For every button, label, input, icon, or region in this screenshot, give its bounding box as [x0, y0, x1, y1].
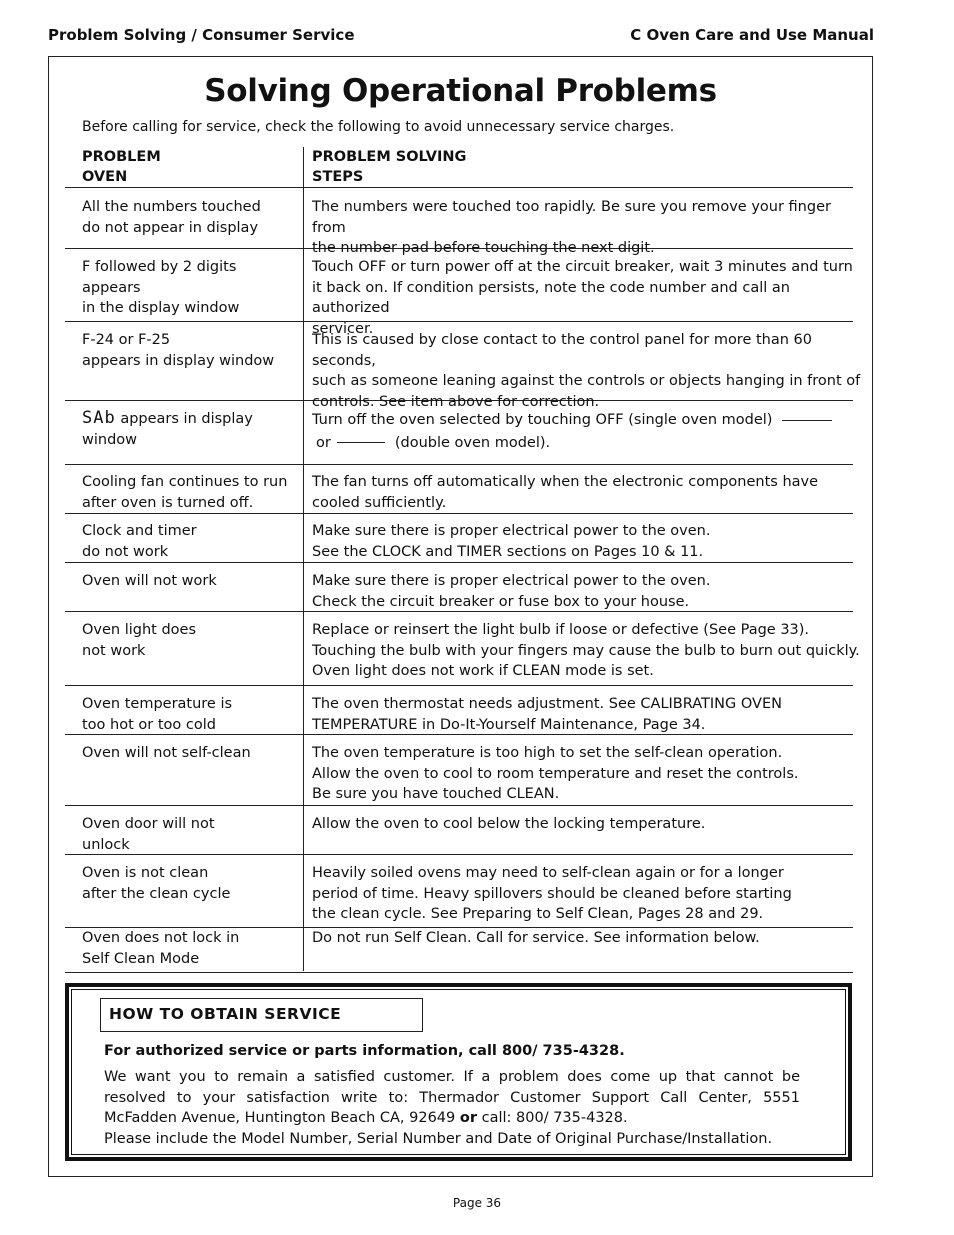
problem-line: not work — [82, 642, 146, 659]
steps-cell — [312, 410, 862, 453]
intro-text: Before calling for service, check the following to avoid unnecessary service charges. — [82, 119, 675, 135]
steps-line: The fan turns off automatically when the electronic components have — [312, 474, 819, 490]
steps-line: (double oven model). — [394, 434, 551, 451]
service-heading: HOW TO OBTAIN SERVICE — [100, 998, 423, 1032]
col1-header-line1: PROBLEM — [82, 149, 161, 165]
steps-cell — [312, 472, 862, 513]
steps-line: period of time. Heavy spillovers should be cleaned before starting — [312, 885, 792, 902]
steps-line: the clean cycle. See Preparing to Self Clean, Pages 28 and 29. — [312, 906, 764, 922]
service-body-text: Please include the Model Number, Serial Number and Date of Original Purchase/Installation. — [104, 1130, 773, 1147]
table-row — [65, 249, 853, 337]
problem-line: unlock — [82, 836, 130, 853]
problem-line: Oven light does — [82, 622, 197, 638]
table-row — [65, 686, 853, 735]
page-title: Solving Operational Problems — [204, 73, 717, 109]
steps-line: Allow the oven to cool to room temperature and reset the controls. — [312, 765, 799, 782]
steps-line: controls. See item above for correction. — [312, 393, 600, 410]
service-body-text: We want you to remain a satisfied customer. If a problem does come up that cannot be resolved to your satisfaction write to: Thermador Customer Support Call Center, 5551 McFadden Avenue, Huntington Beach CA, 92649 — [104, 1069, 800, 1126]
steps-cell — [312, 571, 862, 612]
steps-line: cooled sufficiently. — [312, 494, 447, 511]
col2-header-line1: PROBLEM SOLVING — [312, 149, 467, 165]
problem-line: appears in display window — [82, 352, 275, 369]
steps-line: Touch OFF or turn power off at the circuit breaker, wait 3 minutes and turn — [312, 259, 853, 275]
steps-line: Replace or reinsert the light bulb if loose or defective (See Page 33). — [312, 622, 810, 638]
content-frame — [48, 56, 873, 1177]
problem-line: Oven does not lock in — [82, 930, 240, 946]
steps-line: TEMPERATURE in Do-It-Yourself Maintenance, Page 34. — [312, 716, 706, 733]
steps-cell — [312, 863, 862, 925]
steps-line: See the CLOCK and TIMER sections on Pages 10 & 11. — [312, 543, 704, 560]
problem-table — [65, 147, 861, 967]
steps-cell — [312, 694, 862, 735]
problem-line: Self Clean Mode — [82, 950, 200, 967]
steps-cell — [312, 743, 862, 805]
problem-cell — [82, 330, 297, 371]
table-header — [65, 147, 853, 188]
problem-line: in the display window — [82, 300, 240, 316]
table-row — [65, 514, 853, 563]
table-row — [65, 188, 853, 256]
problem-cell — [82, 743, 297, 764]
service-body-or: or — [459, 1110, 477, 1126]
steps-line: the number pad before touching the next digit. — [312, 240, 655, 256]
steps-line: Heavily soiled ovens may need to self-clean again or for a longer — [312, 865, 784, 881]
problem-cell — [82, 472, 297, 513]
col1-header-line2: OVEN — [82, 169, 128, 185]
steps-line: The oven temperature is too high to set the self-clean operation. — [312, 745, 783, 761]
steps-line: Make sure there is proper electrical power to the oven. — [312, 573, 711, 589]
steps-line: Touching the bulb with your fingers may cause the bulb to burn out quickly. — [312, 642, 860, 659]
steps-line: Oven light does not work if CLEAN mode is set. — [312, 663, 654, 679]
service-box — [65, 983, 852, 1161]
problem-cell — [82, 814, 297, 855]
problem-line: too hot or too cold — [82, 716, 216, 733]
steps-cell — [312, 814, 862, 835]
problem-cell — [82, 257, 297, 319]
problem-cell — [82, 694, 297, 735]
problem-cell — [82, 571, 297, 592]
problem-line: Oven is not clean — [82, 865, 209, 881]
problem-line: after oven is turned off. — [82, 494, 254, 511]
steps-line: such as someone leaning against the controls or objects hanging in front of — [312, 373, 861, 389]
problem-line: Cooling fan continues to run — [82, 474, 288, 490]
steps-line: Check the circuit breaker or fuse box to your house. — [312, 593, 690, 610]
steps-cell — [312, 620, 862, 682]
table-row — [65, 322, 861, 410]
steps-line: This is caused by close contact to the control panel for more than 60 seconds, — [312, 332, 812, 369]
problem-cell — [82, 197, 297, 238]
steps-line: Allow the oven to cool below the locking temperature. — [312, 816, 706, 832]
steps-line: Turn off the oven selected by touching OFF (single oven model) — [312, 412, 773, 428]
table-row — [65, 928, 853, 973]
service-body — [104, 1067, 800, 1149]
table-row — [65, 735, 853, 806]
problem-line: F-24 or F-25 — [82, 332, 171, 348]
steps-line: Do not run Self Clean. Call for service. See information below. — [312, 930, 760, 946]
problem-line: do not work — [82, 543, 169, 560]
col1-header — [82, 147, 282, 187]
table-row — [65, 855, 853, 928]
col2-header-line2: STEPS — [312, 169, 364, 185]
steps-or: or — [316, 434, 331, 451]
problem-line: Oven will not self-clean — [82, 745, 251, 761]
problem-line: Oven will not work — [82, 573, 217, 589]
problem-line: appears in display window — [82, 411, 253, 448]
table-row — [65, 465, 853, 514]
problem-cell — [82, 863, 297, 904]
problem-cell — [82, 408, 297, 450]
steps-line: servicer. — [312, 320, 374, 337]
header-right: C Oven Care and Use Manual — [630, 26, 874, 44]
table-row — [65, 612, 860, 686]
table-row — [65, 563, 853, 612]
steps-line: Make sure there is proper electrical power to the oven. — [312, 523, 711, 539]
display-code: SAb — [82, 408, 116, 428]
steps-cell — [312, 928, 862, 949]
steps-cell — [312, 330, 862, 412]
steps-line: The oven thermostat needs adjustment. See CALIBRATING OVEN — [312, 696, 782, 712]
table-row — [65, 401, 853, 465]
steps-line: it back on. If condition persists, note the code number and call an authorized — [312, 279, 790, 316]
service-phone-line: For authorized service or parts information, call 800/ 735-4328. — [104, 1043, 625, 1059]
page-number: Page 36 — [452, 1196, 502, 1210]
problem-line: Oven temperature is — [82, 696, 233, 712]
service-body-text: call: 800/ 735-4328. — [477, 1110, 628, 1126]
off-key-line — [337, 442, 385, 443]
col2-header — [312, 147, 466, 187]
problem-line: do not appear in display — [82, 219, 259, 236]
problem-line: Oven door will not — [82, 816, 215, 832]
problem-cell — [82, 521, 297, 562]
header-left: Problem Solving / Consumer Service — [48, 26, 355, 44]
table-row — [65, 806, 853, 855]
problem-line: after the clean cycle — [82, 885, 231, 902]
problem-line: F followed by 2 digits appears — [82, 259, 237, 296]
problem-line: All the numbers touched — [82, 199, 261, 215]
steps-cell — [312, 521, 862, 562]
off-key-line — [782, 420, 832, 421]
problem-cell — [82, 620, 297, 661]
steps-line: Be sure you have touched CLEAN. — [312, 786, 560, 802]
problem-line: Clock and timer — [82, 523, 197, 539]
problem-cell — [82, 928, 297, 969]
steps-line: The numbers were touched too rapidly. Be sure you remove your finger from — [312, 199, 831, 236]
